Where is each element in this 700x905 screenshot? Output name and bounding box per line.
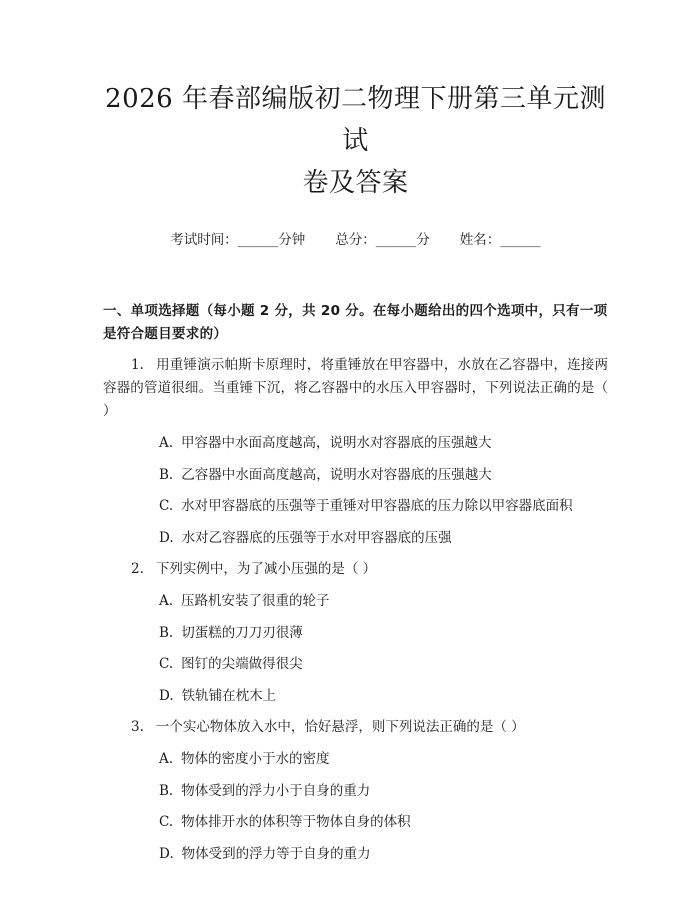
exam-meta [103,228,608,248]
option-letter: C. [159,814,174,830]
option-letter: C. [159,656,174,672]
option-b [103,464,608,487]
question-text: 下列实例中，为了减小压强的是（ ） [155,561,377,577]
question-3 [103,716,608,739]
option-text: 物体受到的浮力小于自身的重力 [181,782,371,799]
option-c [103,653,608,676]
option-c [103,811,608,834]
option-letter: A. [159,593,174,609]
option-d [103,527,608,550]
question-number: 3. [131,719,144,735]
question-1-options [103,432,608,550]
option-letter: B. [159,466,174,483]
option-d [103,843,608,866]
option-letter: A. [159,751,174,767]
option-a [103,590,608,613]
option-letter: D. [159,845,174,862]
option-text: 甲容器中水面高度越高，说明水对容器底的压强越大 [181,435,492,451]
option-b [103,780,608,803]
section-heading-line1: 一、单项选择题（每小题 2 分，共 20 分。在每小题给出的四个选项中，只有一项 [103,303,608,319]
option-text: 物体受到的浮力等于自身的重力 [181,845,371,862]
question-text: 用重锤演示帕斯卡原理时，将重锤放在甲容器中，水放在乙容器中，连接两容器的管道很细。当重锤下沉，将乙容器中的水压入甲容器时，下列说法正确的是（ ） [103,357,608,419]
option-text: 乙容器中水面高度越高，说明水对容器底的压强越大 [181,466,492,483]
exam-title-line1: 2026 年春部编版初二物理下册第三单元测试 [105,84,606,156]
question-text: 一个实心物体放入水中，恰好悬浮，则下列说法正确的是（ ） [155,719,525,735]
question-2 [103,558,608,581]
section-heading-line2: 是符合题目要求的） [103,326,228,342]
option-text: 切蛋糕的刀刀刃很薄 [181,624,303,641]
option-letter: D. [159,687,174,704]
option-letter: A. [159,435,174,451]
exam-time-field: 考试时间：______分钟 [170,232,306,248]
option-text: 物体排开水的体积等于物体自身的体积 [181,814,411,830]
question-number: 2. [131,561,144,577]
option-text: 铁轨铺在枕木上 [181,687,277,704]
option-letter: C. [159,498,174,514]
question-2-options [103,590,608,708]
exam-title-line2: 卷及答案 [302,168,409,198]
option-d [103,685,608,708]
option-text: 图钉的尖端做得很尖 [181,656,303,672]
option-letter: B. [159,782,174,799]
option-text: 水对乙容器底的压强等于水对甲容器底的压强 [181,529,452,546]
option-letter: B. [159,624,174,641]
section-heading [103,300,608,346]
option-text: 水对甲容器底的压强等于重锤对甲容器底的压力除以甲容器底面积 [181,498,573,514]
option-c [103,495,608,518]
total-score-field: 总分：______分 [335,232,430,248]
student-name-field: 姓名：______ [459,232,541,248]
option-a [103,748,608,771]
option-letter: D. [159,529,174,546]
question-1 [103,354,608,423]
option-text: 物体的密度小于水的密度 [181,751,330,767]
option-text: 压路机安装了很重的轮子 [181,593,330,609]
question-3-options [103,748,608,866]
option-a [103,432,608,455]
exam-title [103,78,608,204]
question-number: 1. [131,357,144,373]
option-b [103,622,608,645]
